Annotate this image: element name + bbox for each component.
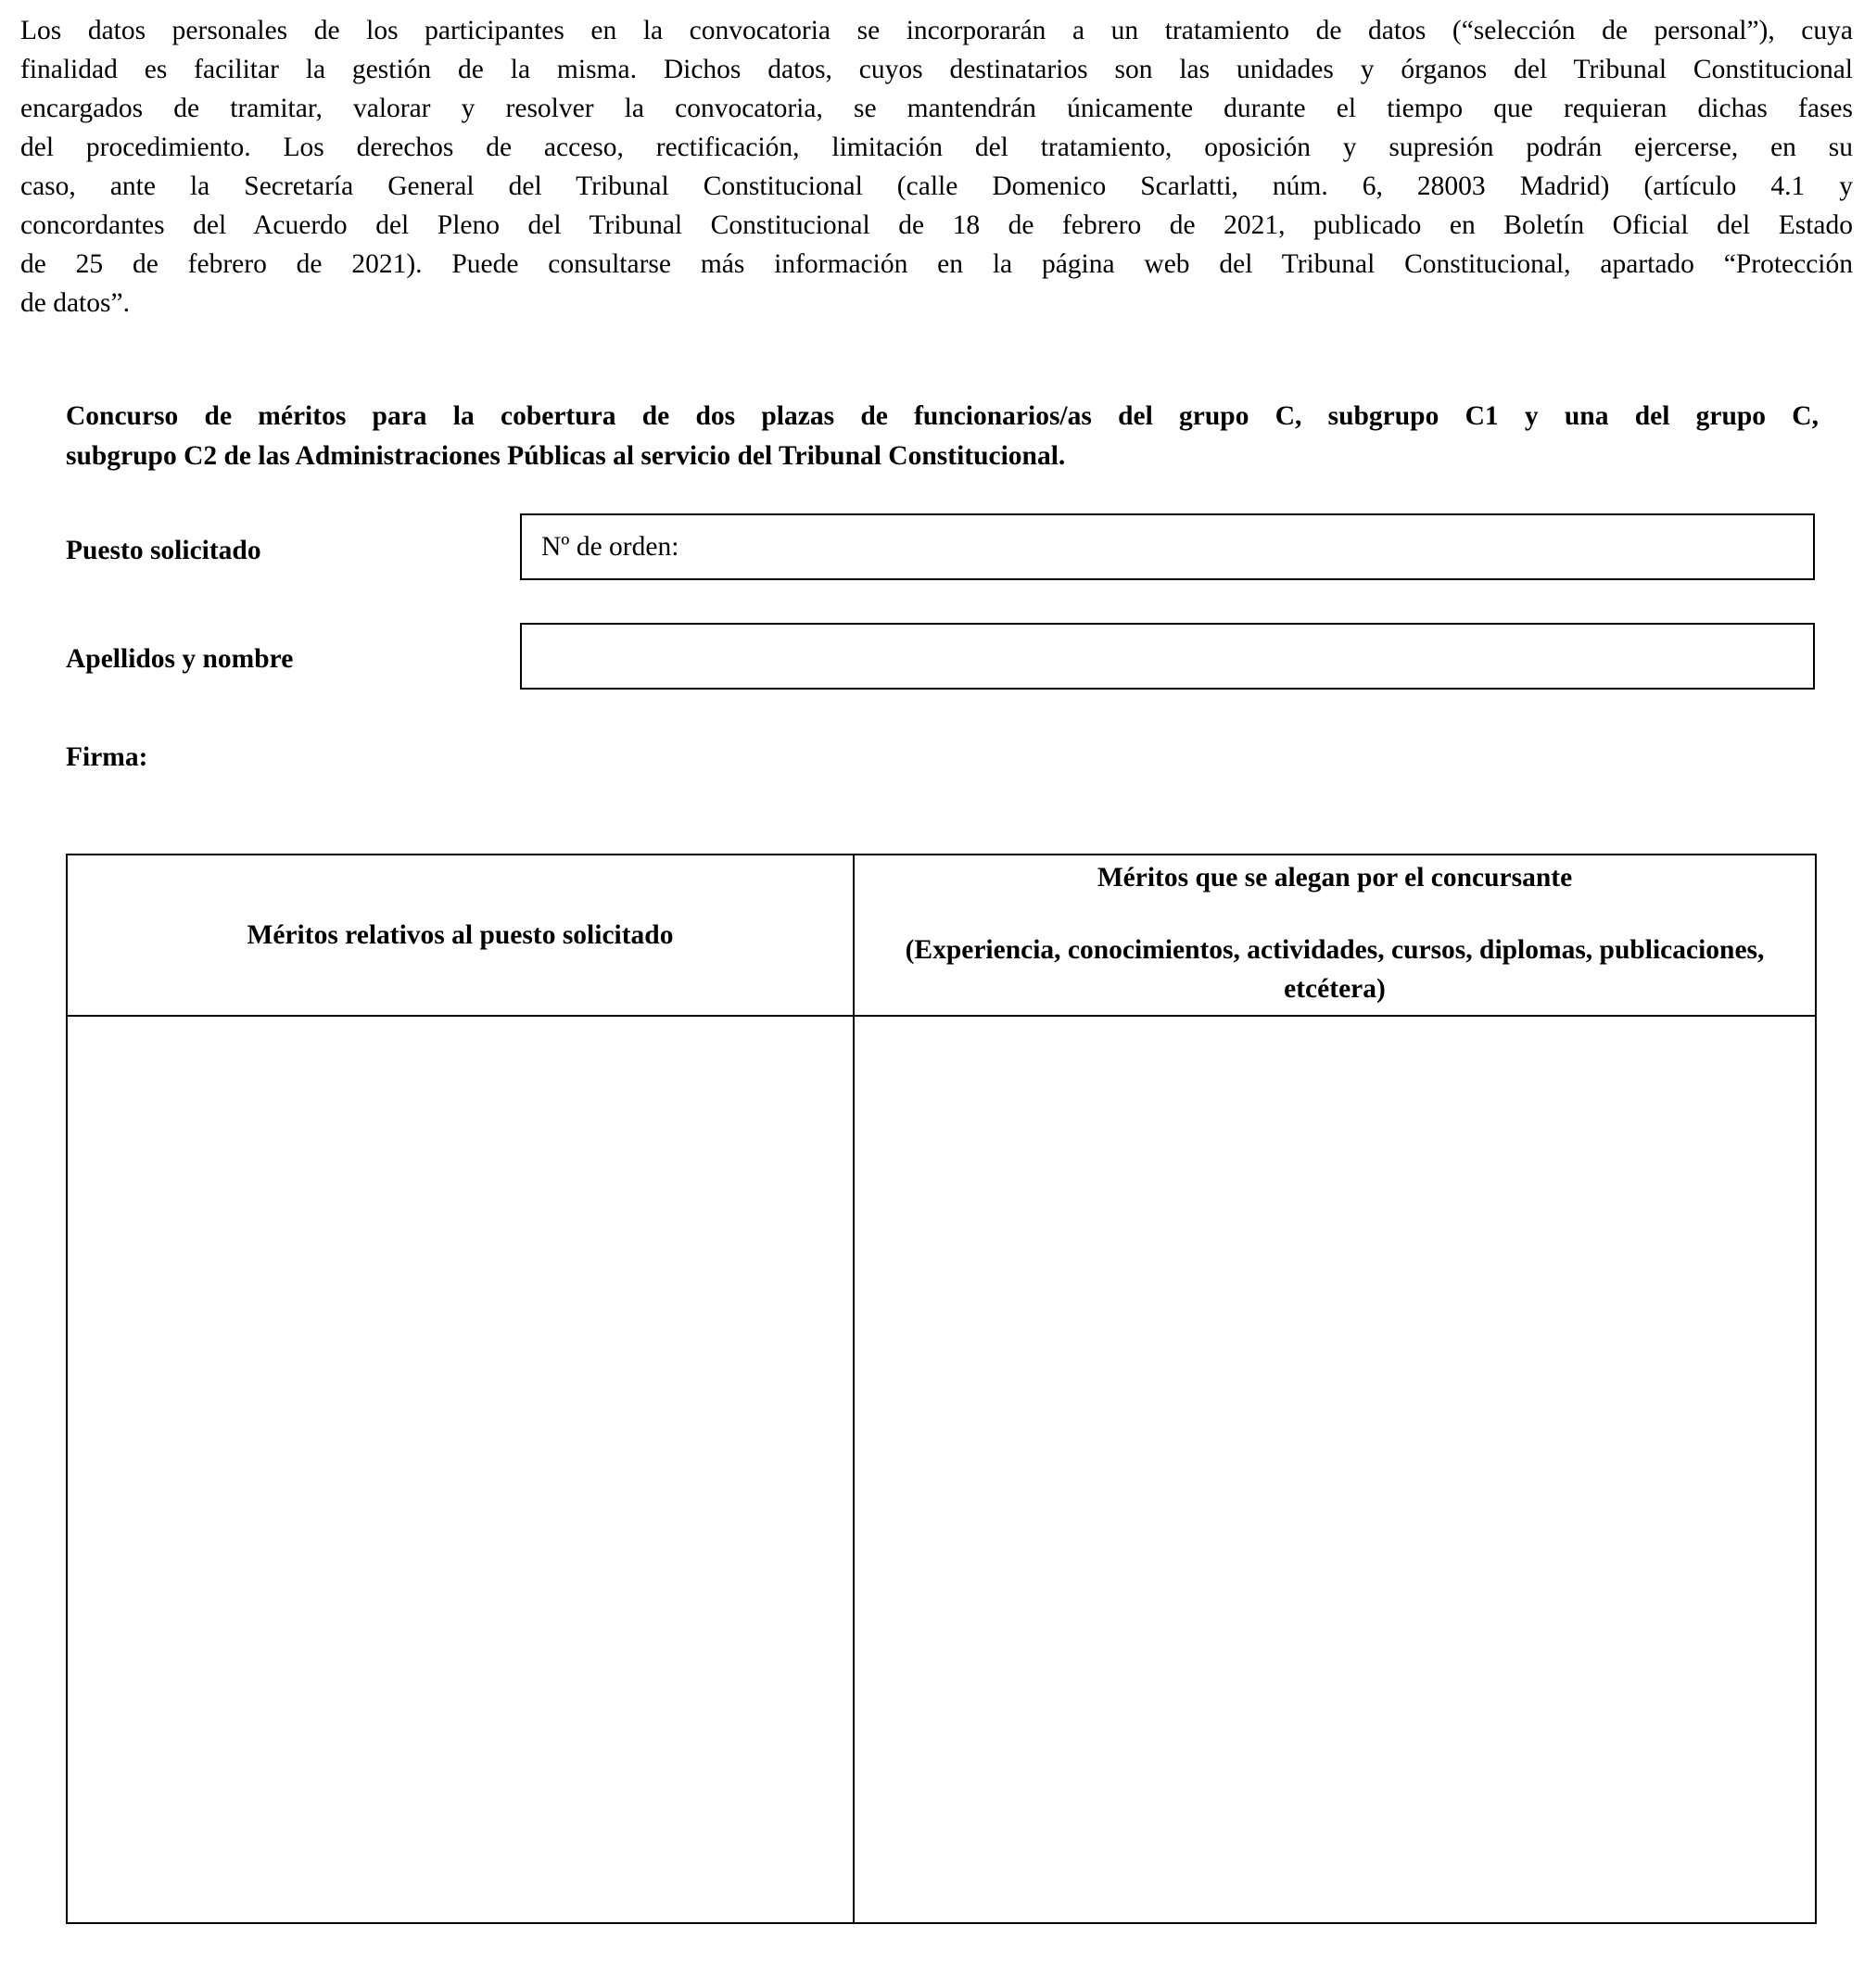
privacy-line: concordantes del Acuerdo del Pleno del Tribunal Constitucional de 18 de febrero de 2021, publicado en Boletín Oficial del Estado xyxy=(20,210,1853,240)
col2-header-title: Méritos que se alegan por el concursante xyxy=(1097,862,1573,893)
col1-cell[interactable] xyxy=(67,1016,854,1923)
privacy-line: de datos”. xyxy=(20,288,130,318)
merits-table xyxy=(66,854,1817,1924)
privacy-notice xyxy=(20,11,1853,323)
col1-header-text: Méritos relativos al puesto solicitado xyxy=(247,919,674,950)
form-heading xyxy=(66,397,1819,476)
privacy-line: encargados de tramitar, valorar y resolver la convocatoria, se mantendrán únicamente durante el tiempo que requieran dichas fases xyxy=(20,94,1853,123)
puesto-label: Puesto solicitado xyxy=(66,536,261,565)
privacy-line: finalidad es facilitar la gestión de la misma. Dichos datos, cuyos destinatarios son las unidades y órganos del Tribunal Constitucional xyxy=(20,55,1853,84)
col2-cell[interactable] xyxy=(854,1016,1816,1923)
puesto-field[interactable]: Nº de orden: xyxy=(520,513,1815,580)
heading-line: subgrupo C2 de las Administraciones Públicas al servicio del Tribunal Constitucional. xyxy=(66,441,1066,471)
privacy-line: caso, ante la Secretaría General del Tribunal Constitucional (calle Domenico Scarlatti, núm. 6, 28003 Madrid) (artículo 4.1 y xyxy=(20,171,1853,201)
heading-line: Concurso de méritos para la cobertura de dos plazas de funcionarios/as del grupo C, subgrupo C1 y una del grupo C, xyxy=(66,401,1819,431)
nombre-field[interactable] xyxy=(520,623,1815,690)
firma-label: Firma: xyxy=(66,742,148,772)
privacy-line: del procedimiento. Los derechos de acceso, rectificación, limitación del tratamiento, oposición y supresión podrán ejercerse, en su xyxy=(20,133,1853,162)
col2-header xyxy=(854,855,1816,1016)
privacy-line: de 25 de febrero de 2021). Puede consultarse más información en la página web del Tribunal Constitucional, apartado “Protección xyxy=(20,249,1853,279)
privacy-line: Los datos personales de los participantes en la convocatoria se incorporarán a un tratamiento de datos (“selección de personal”), cuya xyxy=(20,16,1853,45)
col2-header-sub: (Experiencia, conocimientos, actividades, cursos, diplomas, publicaciones, etcétera) xyxy=(905,934,1765,1004)
nombre-label: Apellidos y nombre xyxy=(66,644,294,674)
col1-header xyxy=(67,855,854,1016)
